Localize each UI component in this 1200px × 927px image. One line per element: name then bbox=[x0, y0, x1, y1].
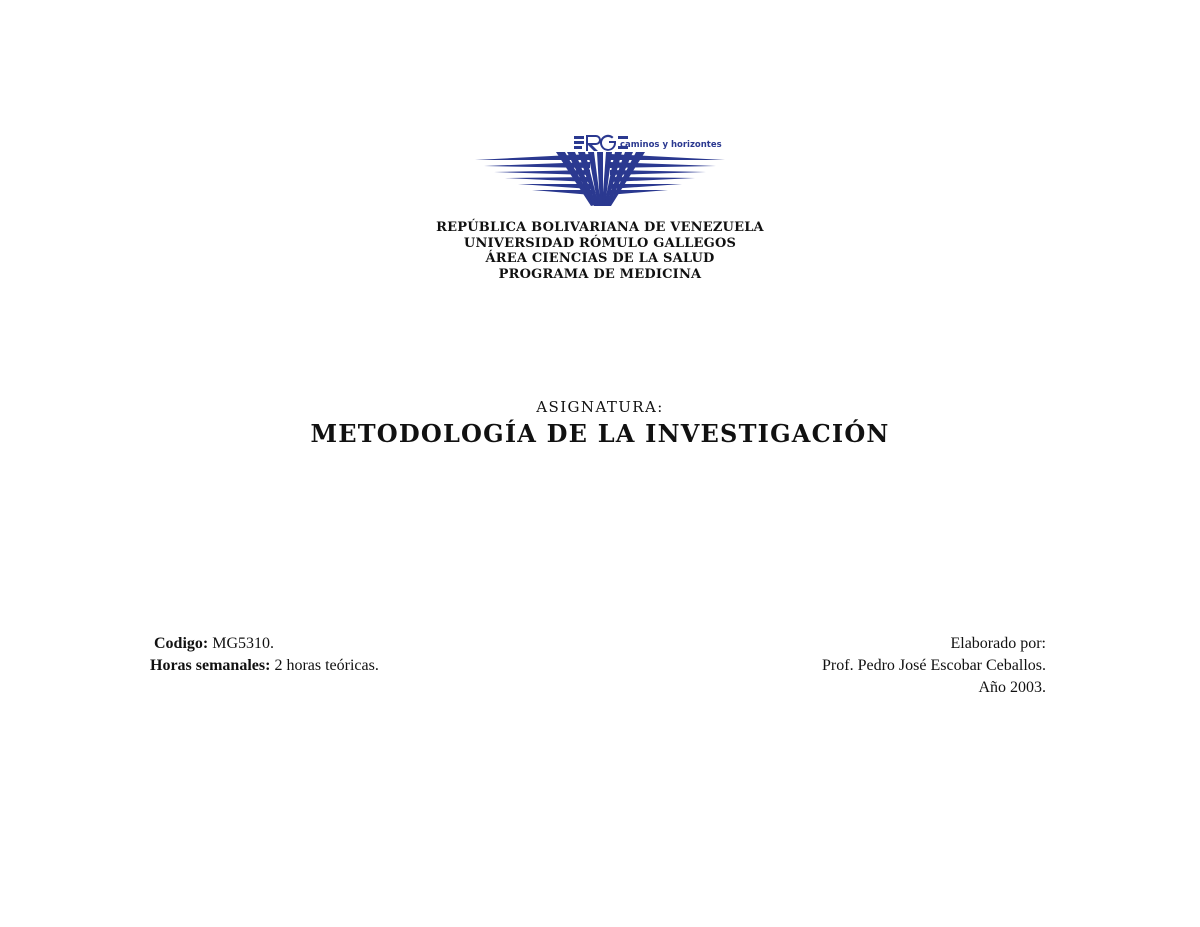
subject-block bbox=[0, 397, 1200, 449]
logo-tagline: caminos y horizontes bbox=[620, 140, 722, 150]
course-code-label: Codigo: bbox=[154, 635, 209, 652]
subject-label: ASIGNATURA: bbox=[536, 398, 664, 416]
document-year: Año 2003. bbox=[978, 679, 1046, 696]
prepared-by-label: Elaborado por: bbox=[950, 635, 1046, 652]
urg-emblem-icon bbox=[470, 132, 730, 208]
country-name: REPÚBLICA BOLIVARIANA DE VENEZUELA bbox=[436, 220, 764, 235]
course-info bbox=[150, 633, 379, 677]
author-info bbox=[822, 633, 1046, 699]
course-code-value: MG5310. bbox=[208, 635, 275, 652]
program-name: PROGRAMA DE MEDICINA bbox=[498, 266, 702, 282]
weekly-hours-row bbox=[150, 655, 379, 677]
institution-header bbox=[0, 220, 1200, 282]
university-logo bbox=[470, 132, 730, 208]
subject-title: METODOLOGÍA DE LA INVESTIGACIÓN bbox=[310, 419, 890, 448]
area-name: ÁREA CIENCIAS DE LA SALUD bbox=[485, 251, 715, 266]
course-code-row bbox=[150, 633, 379, 655]
author-name: Prof. Pedro José Escobar Ceballos. bbox=[822, 657, 1046, 674]
weekly-hours-value: 2 horas teóricas. bbox=[270, 657, 379, 674]
weekly-hours-label: Horas semanales: bbox=[150, 657, 271, 674]
university-name: UNIVERSIDAD RÓMULO GALLEGOS bbox=[463, 235, 737, 251]
